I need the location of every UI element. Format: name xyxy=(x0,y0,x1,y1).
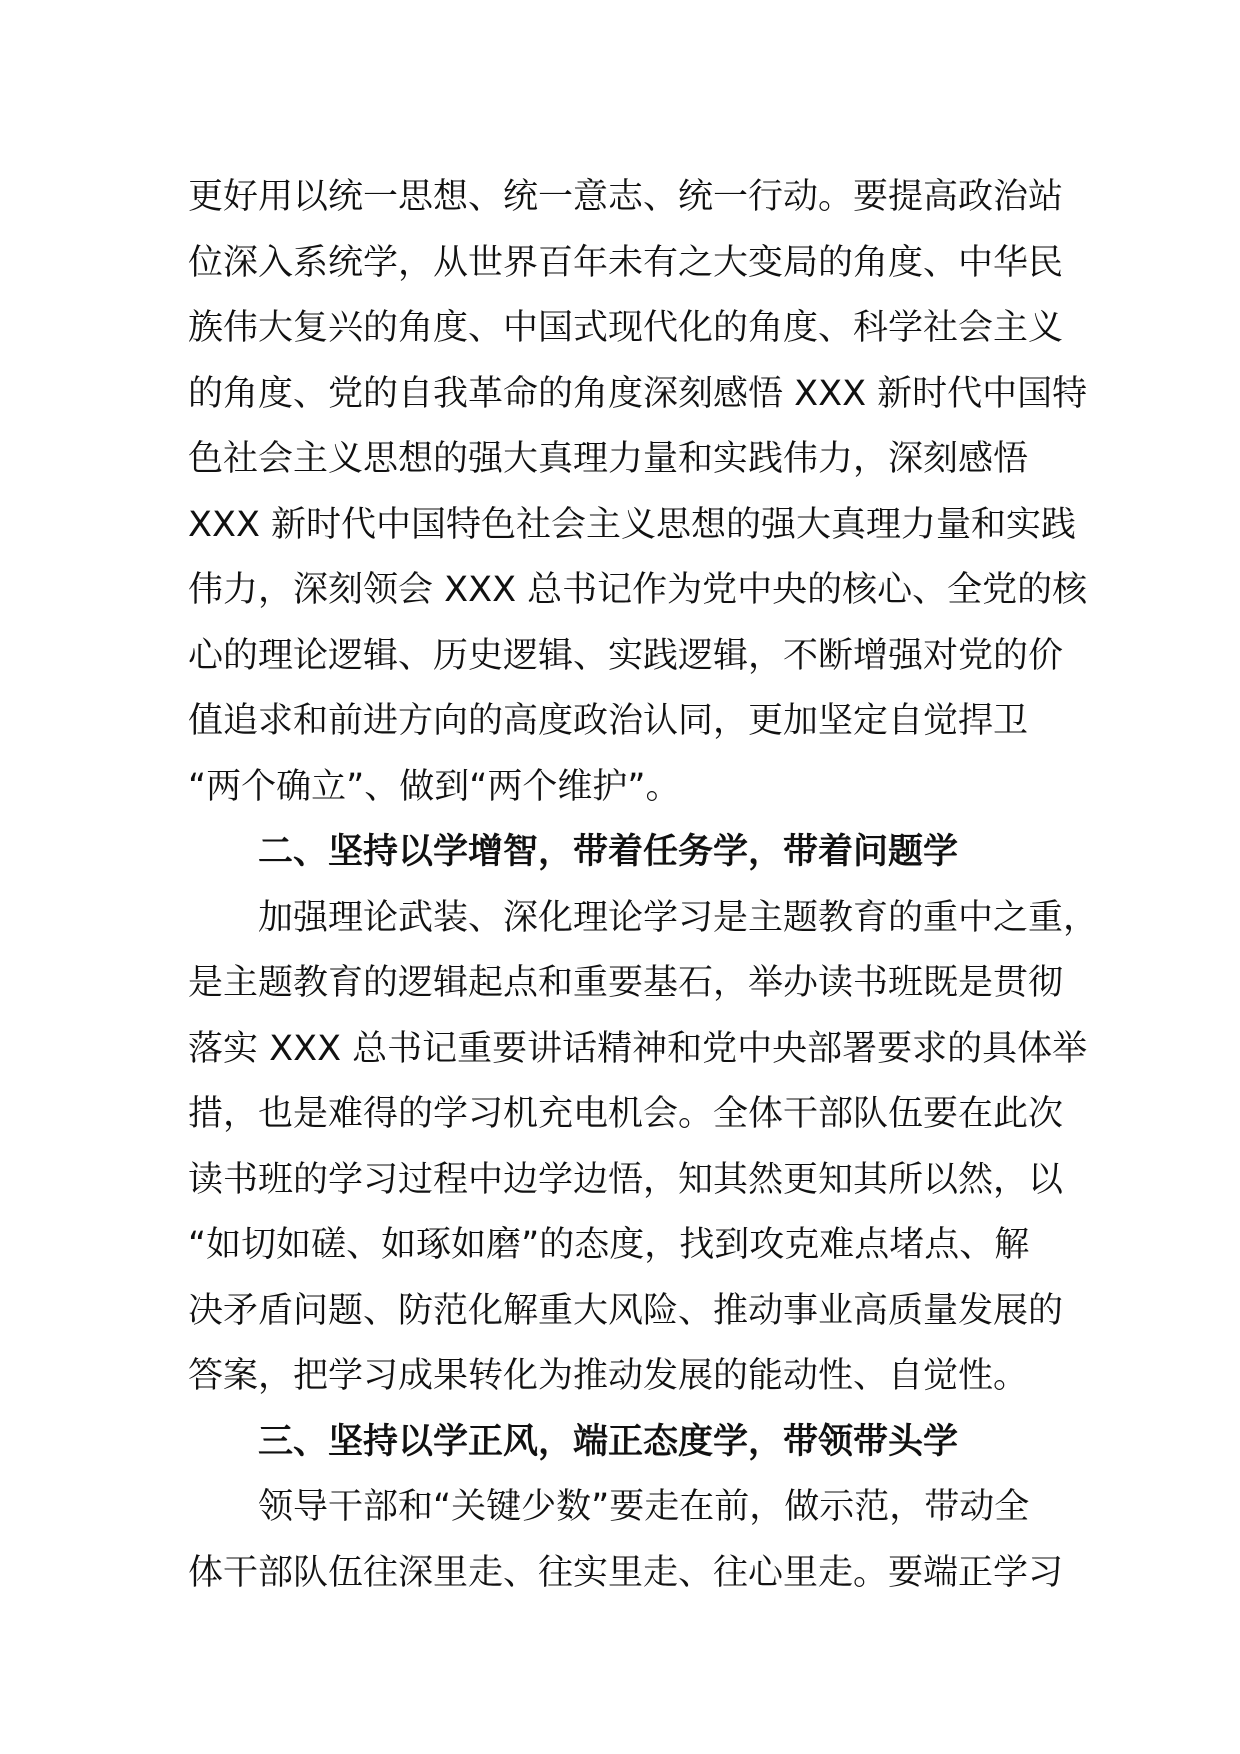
text-line: “两个确立”、做到“两个维护”。 xyxy=(188,766,681,807)
text-line: 体干部队伍往深里走、往实里走、往心里走。要端正学习 xyxy=(188,1552,1064,1593)
text-line: 决矛盾问题、防范化解重大风险、推动事业高质量发展的 xyxy=(188,1290,1064,1331)
text-line: 读书班的学习过程中边学边悟，知其然更知其所以然，以 xyxy=(188,1159,1064,1200)
text-line: 措，也是难得的学习机充电机会。全体干部队伍要在此次 xyxy=(188,1094,1064,1134)
text-line: 答案，把学习成果转化为推动发展的能动性、自觉性。 xyxy=(188,1356,1029,1396)
section-heading-2: 二、坚持以学增智，带着任务学，带着问题学 xyxy=(258,832,959,872)
paragraph-3 xyxy=(188,1475,1063,1606)
section-heading-3: 三、坚持以学正风，端正态度学，带领带头学 xyxy=(258,1421,959,1462)
text-line: 领导干部和“关键少数”要走在前，做示范，带动全 xyxy=(258,1487,1030,1527)
text-line: XXX 新时代中国特色社会主义思想的强大真理力量和实践 xyxy=(188,504,1077,545)
text-line: 值追求和前进方向的高度政治认同，更加坚定自觉捍卫 xyxy=(188,701,1029,741)
paragraph-continued xyxy=(188,165,1088,820)
text-line: 落实 XXX 总书记重要讲话精神和党中央部署要求的具体举 xyxy=(188,1028,1088,1069)
text-line: “如切如磋、如琢如磨”的态度，找到攻克难点堵点、解 xyxy=(188,1225,1030,1265)
text-line: 族伟大复兴的角度、中国式现代化的角度、科学社会主义 xyxy=(188,308,1064,348)
document-body xyxy=(188,165,1099,1606)
text-line: 色社会主义思想的强大真理力量和实践伟力，深刻感悟 xyxy=(188,439,1029,479)
paragraph-2 xyxy=(188,886,1099,1410)
text-line: 心的理论逻辑、历史逻辑、实践逻辑，不断增强对党的价 xyxy=(188,635,1064,676)
text-line: 加强理论武装、深化理论学习是主题教育的重中之重， xyxy=(258,897,1099,938)
text-line: 伟力，深刻领会 XXX 总书记作为党中央的核心、全党的核 xyxy=(188,570,1088,610)
text-line: 更好用以统一思想、统一意志、统一行动。要提高政治站 xyxy=(188,177,1064,217)
text-line: 位深入系统学，从世界百年未有之大变局的角度、中华民 xyxy=(188,242,1064,283)
text-line: 是主题教育的逻辑起点和重要基石，举办读书班既是贯彻 xyxy=(188,963,1064,1003)
text-line: 的角度、党的自我革命的角度深刻感悟 XXX 新时代中国特 xyxy=(188,373,1088,414)
